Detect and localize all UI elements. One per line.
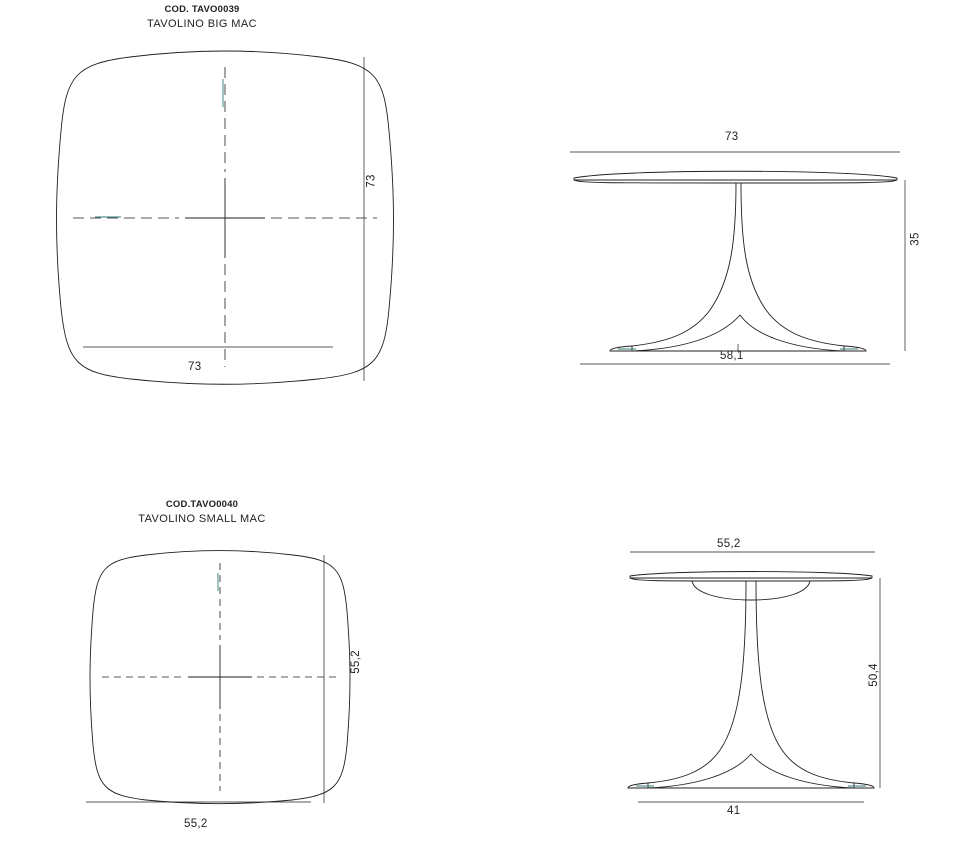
big-mac-top-dims [55,45,415,385]
product-name-big-mac: TAVOLINO BIG MAC [147,17,257,30]
caption-big-mac [118,4,286,32]
dim-small-mac-top-height: 55,2 [349,650,362,674]
dim-small-mac-top-width: 55,2 [184,818,208,830]
dim-big-mac-top-height: 73 [365,174,378,188]
product-code-big-mac: COD. TAVO0039 [164,4,240,15]
dim-small-mac-base-width: 41 [727,805,741,817]
product-code-small-mac: COD.TAVO0040 [165,499,239,510]
small-mac-top-dims [88,545,408,815]
dim-big-mac-top-width: 73 [188,361,202,373]
product-name-small-mac: TAVOLINO SMALL MAC [138,512,266,525]
dim-big-mac-side-height: 35 [909,232,922,246]
dim-big-mac-base-width: 58,1 [720,350,744,362]
big-mac-side-view [560,130,920,360]
dim-small-mac-side-height: 50,4 [867,663,880,687]
caption-small-mac [118,499,286,527]
dim-small-mac-side-top-width: 55,2 [717,538,741,550]
dim-big-mac-side-top-width: 73 [725,131,739,143]
